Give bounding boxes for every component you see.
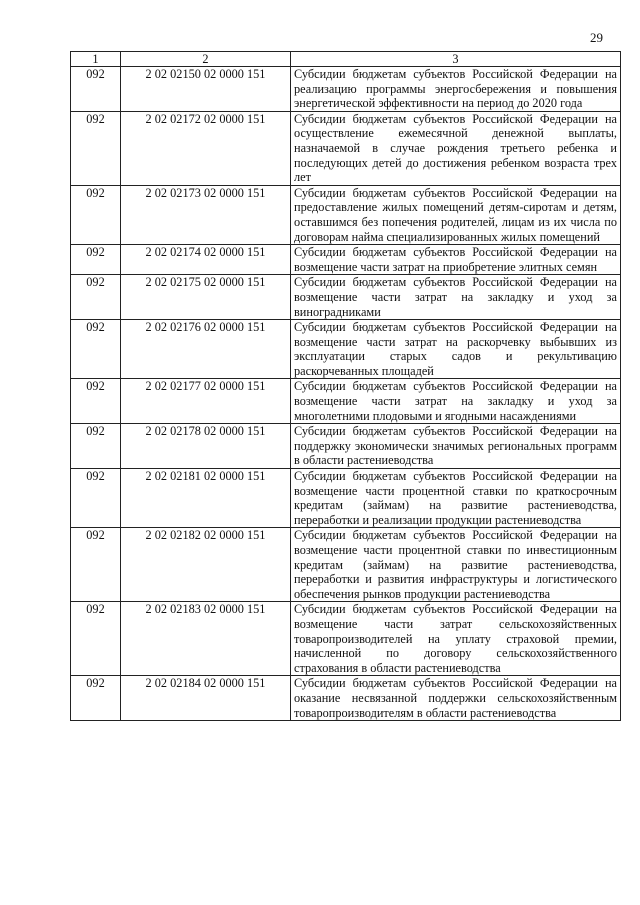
budget-code-cell: 2 02 02184 02 0000 151 (121, 676, 291, 721)
table-row (71, 676, 621, 721)
table-row (71, 185, 621, 244)
budget-code-cell: 2 02 02183 02 0000 151 (121, 602, 291, 676)
admin-code-cell: 092 (71, 379, 121, 424)
table-row (71, 602, 621, 676)
admin-code-cell: 092 (71, 320, 121, 379)
table-row (71, 424, 621, 469)
column-header-1: 1 (71, 52, 121, 67)
budget-code-cell: 2 02 02177 02 0000 151 (121, 379, 291, 424)
table-row (71, 111, 621, 185)
budget-code-cell: 2 02 02182 02 0000 151 (121, 528, 291, 602)
budget-code-cell: 2 02 02181 02 0000 151 (121, 469, 291, 528)
table-row (71, 67, 621, 112)
budget-code-cell: 2 02 02173 02 0000 151 (121, 185, 291, 244)
admin-code-cell: 092 (71, 424, 121, 469)
admin-code-cell: 092 (71, 469, 121, 528)
description-cell: Субсидии бюджетам субъектов Российской Федерации на возмещение части процентной ставки по краткосрочным кредитам (займам) на развитие растениеводства, переработки и реализации продукции растениеводства (291, 469, 621, 528)
table-header-row (71, 52, 621, 67)
description-cell: Субсидии бюджетам субъектов Российской Федерации на осуществление ежемесячной денежной выплаты, назначаемой в случае рождения третьего ребенка и последующих детей до достижения ребенком возраста трех лет (291, 111, 621, 185)
description-cell: Субсидии бюджетам субъектов Российской Федерации на оказание несвязанной поддержки сельскохозяйственным товаропроизводителям в области растениеводства (291, 676, 621, 721)
table-row (71, 320, 621, 379)
budget-classification-table (70, 51, 621, 721)
page-number: 29 (590, 30, 603, 45)
admin-code-cell: 092 (71, 245, 121, 275)
admin-code-cell: 092 (71, 111, 121, 185)
budget-code-cell: 2 02 02175 02 0000 151 (121, 275, 291, 320)
column-header-2: 2 (121, 52, 291, 67)
description-cell: Субсидии бюджетам субъектов Российской Федерации на возмещение части затрат на закладку и уход за виноградниками (291, 275, 621, 320)
budget-code-cell: 2 02 02150 02 0000 151 (121, 67, 291, 112)
admin-code-cell: 092 (71, 602, 121, 676)
table-row (71, 528, 621, 602)
table-row (71, 379, 621, 424)
description-cell: Субсидии бюджетам субъектов Российской Федерации на реализацию программы энергосбережения и повышения энергетической эффективности на период до 2020 года (291, 67, 621, 112)
budget-code-cell: 2 02 02174 02 0000 151 (121, 245, 291, 275)
description-cell: Субсидии бюджетам субъектов Российской Федерации на возмещение части затрат на раскорчевку выбывших из эксплуатации старых садов и рекультивацию раскорчеванных площадей (291, 320, 621, 379)
admin-code-cell: 092 (71, 528, 121, 602)
description-cell: Субсидии бюджетам субъектов Российской Федерации на предоставление жилых помещений детям-сиротам и детям, оставшимся без попечения родителей, лицам из их числа по договорам найма специализированных жилых помещений (291, 185, 621, 244)
admin-code-cell: 092 (71, 67, 121, 112)
budget-code-cell: 2 02 02178 02 0000 151 (121, 424, 291, 469)
description-cell: Субсидии бюджетам субъектов Российской Федерации на возмещение части процентной ставки по инвестиционным кредитам (займам) на развитие растениеводства, переработки и развития инфраструктуры и логистического обеспечения рынков продукции растениеводства (291, 528, 621, 602)
table-row (71, 469, 621, 528)
table-row (71, 275, 621, 320)
description-cell: Субсидии бюджетам субъектов Российской Федерации на возмещение части затрат сельскохозяйственных товаропроизводителей на уплату страховой премии, начисленной по договору сельскохозяйственного страхования в области растениеводства (291, 602, 621, 676)
description-cell: Субсидии бюджетам субъектов Российской Федерации на поддержку экономически значимых региональных программ в области растениеводства (291, 424, 621, 469)
admin-code-cell: 092 (71, 676, 121, 721)
description-cell: Субсидии бюджетам субъектов Российской Федерации на возмещение части затрат на закладку и уход за многолетними плодовыми и ягодными насаждениями (291, 379, 621, 424)
table-row (71, 245, 621, 275)
admin-code-cell: 092 (71, 185, 121, 244)
admin-code-cell: 092 (71, 275, 121, 320)
budget-code-cell: 2 02 02176 02 0000 151 (121, 320, 291, 379)
budget-code-cell: 2 02 02172 02 0000 151 (121, 111, 291, 185)
column-header-3: 3 (291, 52, 621, 67)
description-cell: Субсидии бюджетам субъектов Российской Федерации на возмещение части затрат на приобретение элитных семян (291, 245, 621, 275)
